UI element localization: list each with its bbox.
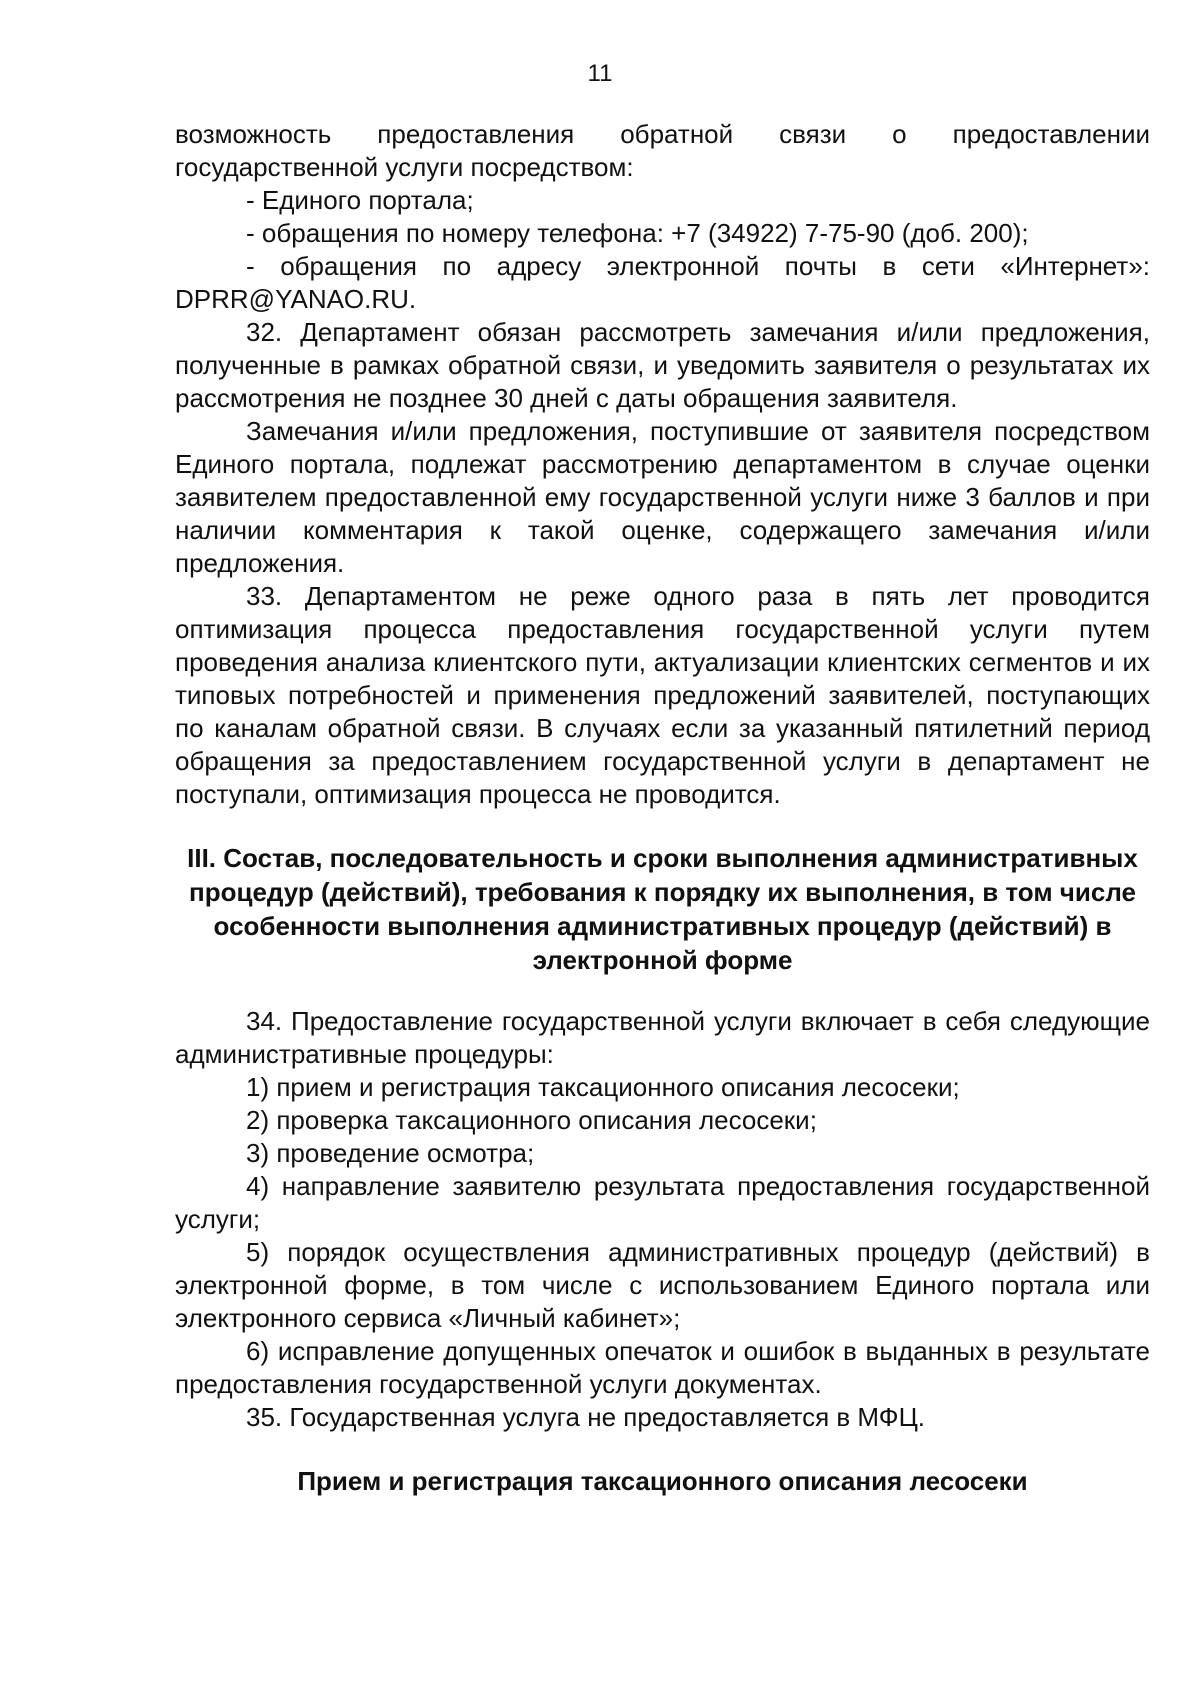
procedure-item-4: 4) направление заявителю результата предоставления государственной услуги; xyxy=(175,1171,1150,1234)
paragraph-feedback-intro: возможность предоставления обратной связи о предоставлении государственной услуги посредством: xyxy=(175,119,1150,182)
page-number: 11 xyxy=(587,60,613,87)
paragraph-32: 32. Департамент обязан рассмотреть замечания и/или предложения, полученные в рамках обратной связи, и уведомить заявителя о результатах их рассмотрения не позднее 30 дней с даты обращения заявителя. xyxy=(175,317,1150,413)
list-item-email: - обращения по адресу электронной почты в сети «Интернет»: DPRR@YANAO.RU. xyxy=(175,251,1150,314)
procedure-item-2: 2) проверка таксационного описания лесосеки; xyxy=(246,1105,817,1135)
paragraph-remarks: Замечания и/или предложения, поступившие от заявителя посредством Единого портала, подлежат рассмотрению департаментом в случае оценки заявителем предоставленной ему государственной услуги ниже 3 баллов и при наличии комментария к такой оценке, содержащего замечания и/или предложения. xyxy=(175,416,1150,578)
paragraph-33: 33. Департаментом не реже одного раза в пять лет проводится оптимизация процесса предоставления государственной услуги путем проведения анализа клиентского пути, актуализации клиентских сегментов и их типовых потребностей и применения предложений заявителей, поступающих по каналам обратной связи. В случаях если за указанный пятилетний период обращения за предоставлением государственной услуги в департамент не поступали, оптимизация процесса не проводится. xyxy=(175,581,1150,809)
procedure-item-5: 5) порядок осуществления административных процедур (действий) в электронной форме, в том числе с использованием Единого портала или электронного сервиса «Личный кабинет»; xyxy=(175,1237,1150,1333)
section-heading-iii: III. Состав, последовательность и сроки выполнения административных процедур (действий), требования к порядку их выполнения, в том числе особенности выполнения административных процедур (действий) в электронной форме xyxy=(187,843,1138,975)
procedure-item-6: 6) исправление допущенных опечаток и ошибок в выданных в результате предоставления государственной услуги документах. xyxy=(175,1336,1150,1399)
list-item-portal: - Единого портала; xyxy=(246,185,474,215)
procedure-item-1: 1) прием и регистрация таксационного описания лесосеки; xyxy=(246,1072,960,1102)
procedure-item-3: 3) проведение осмотра; xyxy=(246,1138,535,1168)
subsection-heading: Прием и регистрация таксационного описания лесосеки xyxy=(297,1466,1028,1496)
paragraph-34: 34. Предоставление государственной услуги включает в себя следующие административные процедуры: xyxy=(175,1006,1150,1069)
paragraph-35: 35. Государственная услуга не предоставляется в МФЦ. xyxy=(246,1402,926,1432)
document-body xyxy=(175,118,1150,1498)
list-item-phone: - обращения по номеру телефона: +7 (34922) 7-75-90 (доб. 200); xyxy=(246,218,1029,248)
